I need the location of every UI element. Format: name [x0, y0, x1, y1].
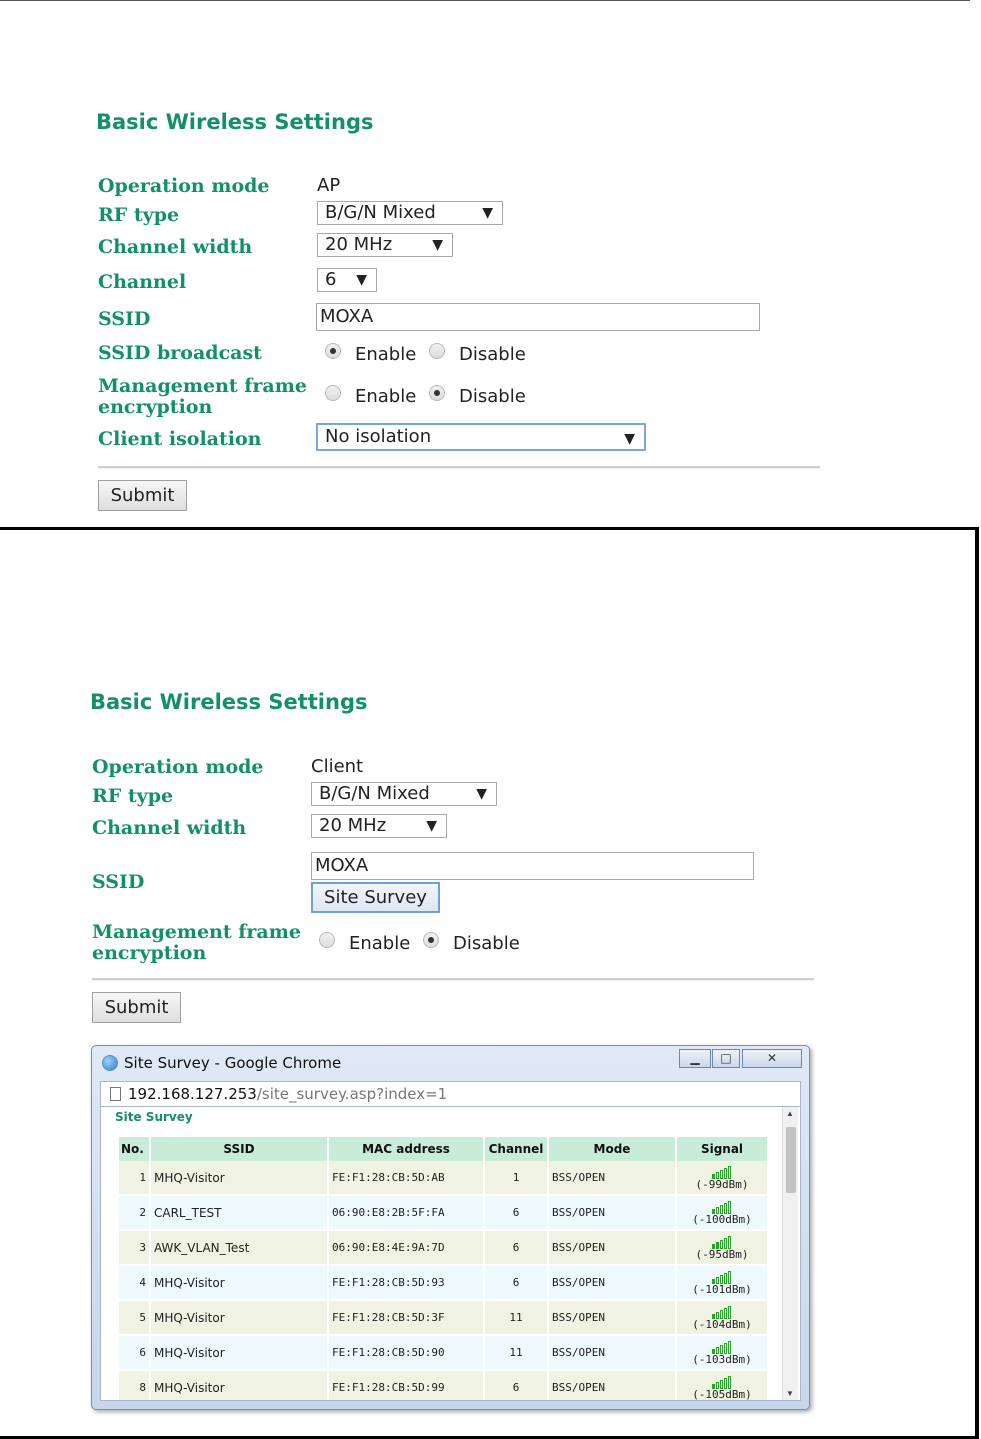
signal-value: (-104dBm) — [692, 1317, 752, 1331]
mgmt-frame-label-line1: Management frame — [98, 375, 307, 397]
row-mode: BSS/OPEN — [549, 1371, 675, 1401]
table-row — [119, 1161, 767, 1196]
channel-width-select[interactable] — [311, 814, 447, 838]
row-signal — [677, 1336, 767, 1371]
rf-type-value: B/G/N Mixed — [319, 783, 430, 804]
signal-value: (-99dBm) — [695, 1177, 749, 1191]
ap-mode-panel — [0, 0, 981, 527]
table-row — [119, 1196, 767, 1231]
ssid-broadcast-enable-label: Enable — [355, 344, 417, 365]
row-signal — [677, 1371, 767, 1401]
signal-bars-icon — [712, 1201, 732, 1213]
ssid-label: SSID — [92, 871, 145, 893]
row-mac: 06:90:E8:4E:9A:7D — [329, 1231, 483, 1266]
row-ssid[interactable]: AWK_VLAN_Test — [151, 1231, 327, 1266]
col-no: No. — [119, 1137, 149, 1161]
channel-label: Channel — [98, 271, 187, 293]
table-row — [119, 1301, 767, 1336]
ssid-label: SSID — [98, 308, 151, 330]
address-bar[interactable] — [100, 1081, 801, 1107]
url-host: 192.168.127.253 — [128, 1085, 257, 1103]
ssid-broadcast-disable-label: Disable — [459, 344, 526, 365]
rf-type-select[interactable] — [311, 782, 497, 806]
signal-value: (-105dBm) — [692, 1387, 752, 1401]
divider — [98, 466, 820, 469]
mgmt-frame-enable-label: Enable — [355, 386, 417, 407]
ssid-broadcast-enable-radio[interactable] — [325, 343, 341, 359]
rf-type-select[interactable] — [317, 201, 503, 225]
channel-value: 6 — [325, 269, 337, 290]
mgmt-frame-disable-label: Disable — [459, 386, 526, 407]
row-channel: 6 — [485, 1231, 547, 1266]
col-signal: Signal — [677, 1137, 767, 1161]
row-mac: FE:F1:28:CB:5D:90 — [329, 1336, 483, 1371]
window-title: Site Survey - Google Chrome — [124, 1054, 342, 1072]
row-number: 8 — [119, 1371, 149, 1401]
table-row — [119, 1266, 767, 1301]
signal-bars-icon — [712, 1306, 732, 1318]
row-number: 6 — [119, 1336, 149, 1371]
dropdown-arrow-icon: ▼ — [624, 431, 635, 447]
table-row — [119, 1371, 767, 1401]
row-mode: BSS/OPEN — [549, 1336, 675, 1371]
channel-width-select[interactable] — [317, 233, 453, 257]
site-survey-table — [117, 1137, 769, 1401]
row-signal — [677, 1266, 767, 1301]
signal-bars-icon — [712, 1236, 732, 1248]
channel-width-label: Channel width — [98, 236, 253, 258]
row-ssid[interactable]: MHQ-Visitor — [151, 1336, 327, 1371]
channel-width-value: 20 MHz — [325, 234, 393, 255]
dropdown-arrow-icon: ▼ — [476, 786, 487, 802]
scroll-up-icon[interactable]: ▲ — [786, 1109, 794, 1118]
close-icon[interactable]: ✕ — [742, 1049, 802, 1068]
ssid-input[interactable]: MOXA — [316, 303, 760, 331]
row-signal — [677, 1301, 767, 1336]
scroll-down-icon[interactable]: ▼ — [786, 1389, 794, 1398]
row-ssid[interactable]: MHQ-Visitor — [151, 1301, 327, 1336]
row-number: 1 — [119, 1161, 149, 1196]
url-text — [128, 1082, 447, 1106]
row-mode: BSS/OPEN — [549, 1266, 675, 1301]
row-mode: BSS/OPEN — [549, 1301, 675, 1336]
row-number: 5 — [119, 1301, 149, 1336]
col-mode: Mode — [549, 1137, 675, 1161]
mgmt-frame-enable-label: Enable — [349, 933, 411, 954]
signal-bars-icon — [712, 1271, 732, 1283]
mgmt-frame-enable-radio[interactable] — [325, 385, 341, 401]
mgmt-frame-disable-radio[interactable] — [423, 932, 439, 948]
row-mac: FE:F1:28:CB:5D:99 — [329, 1371, 483, 1401]
dropdown-arrow-icon: ▼ — [356, 272, 367, 288]
row-channel: 11 — [485, 1301, 547, 1336]
chrome-app-icon — [102, 1055, 118, 1071]
channel-select[interactable] — [317, 268, 377, 292]
ssid-broadcast-disable-radio[interactable] — [429, 343, 445, 359]
row-ssid[interactable]: CARL_TEST — [151, 1196, 327, 1231]
col-mac: MAC address — [329, 1137, 483, 1161]
client-isolation-select[interactable] — [316, 423, 646, 451]
site-survey-content — [100, 1107, 801, 1401]
signal-bars-icon — [712, 1341, 732, 1353]
dropdown-arrow-icon: ▼ — [432, 237, 443, 253]
row-channel: 6 — [485, 1196, 547, 1231]
row-mode: BSS/OPEN — [549, 1196, 675, 1231]
rf-type-value: B/G/N Mixed — [325, 202, 436, 223]
signal-value: (-101dBm) — [692, 1282, 752, 1296]
row-channel: 11 — [485, 1336, 547, 1371]
channel-width-value: 20 MHz — [319, 815, 387, 836]
operation-mode-label: Operation mode — [92, 756, 264, 778]
signal-value: (-100dBm) — [692, 1212, 752, 1226]
signal-bars-icon — [712, 1166, 732, 1178]
url-path: /site_survey.asp?index=1 — [256, 1085, 448, 1103]
row-ssid[interactable]: MHQ-Visitor — [151, 1371, 327, 1401]
signal-value: (-103dBm) — [692, 1352, 752, 1366]
mgmt-frame-disable-radio[interactable] — [429, 385, 445, 401]
site-survey-rows — [119, 1161, 767, 1401]
row-mac: FE:F1:28:CB:5D:3F — [329, 1301, 483, 1336]
page-title: Basic Wireless Settings — [96, 110, 374, 134]
ssid-broadcast-label: SSID broadcast — [98, 342, 262, 364]
mgmt-frame-label-line1: Management frame — [92, 921, 301, 943]
mgmt-frame-disable-label: Disable — [453, 933, 520, 954]
ssid-input[interactable]: MOXA — [311, 852, 754, 880]
site-survey-button[interactable]: Site Survey — [311, 882, 440, 913]
dropdown-arrow-icon: ▼ — [482, 205, 493, 221]
dropdown-arrow-icon: ▼ — [426, 818, 437, 834]
row-mode: BSS/OPEN — [549, 1161, 675, 1196]
rf-type-label: RF type — [92, 785, 174, 807]
row-channel: 1 — [485, 1161, 547, 1196]
channel-width-label: Channel width — [92, 817, 247, 839]
row-number: 2 — [119, 1196, 149, 1231]
client-isolation-label: Client isolation — [98, 428, 262, 450]
mgmt-frame-enable-radio[interactable] — [319, 932, 335, 948]
table-row — [119, 1231, 767, 1266]
row-signal — [677, 1196, 767, 1231]
table-header-row — [119, 1137, 767, 1161]
page-title: Basic Wireless Settings — [90, 690, 368, 714]
col-channel: Channel — [485, 1137, 547, 1161]
row-mac: FE:F1:28:CB:5D:AB — [329, 1161, 483, 1196]
row-signal — [677, 1231, 767, 1266]
signal-value: (-95dBm) — [695, 1247, 749, 1261]
site-survey-window — [91, 1045, 810, 1410]
scroll-thumb[interactable] — [786, 1127, 796, 1193]
submit-button[interactable]: Submit — [92, 992, 181, 1023]
operation-mode-value: AP — [317, 175, 341, 196]
signal-bars-icon — [712, 1376, 732, 1388]
divider — [92, 978, 814, 981]
operation-mode-value: Client — [311, 756, 364, 777]
row-mac: 06:90:E8:2B:5F:FA — [329, 1196, 483, 1231]
row-mac: FE:F1:28:CB:5D:93 — [329, 1266, 483, 1301]
submit-button[interactable]: Submit — [98, 480, 187, 511]
minimize-icon[interactable]: ▁ — [679, 1049, 711, 1068]
site-survey-heading: Site Survey — [115, 1110, 193, 1124]
rf-type-label: RF type — [98, 204, 180, 226]
row-number: 3 — [119, 1231, 149, 1266]
row-signal — [677, 1161, 767, 1196]
row-channel: 6 — [485, 1371, 547, 1401]
row-ssid[interactable]: MHQ-Visitor — [151, 1161, 327, 1196]
col-ssid: SSID — [151, 1137, 327, 1161]
row-number: 4 — [119, 1266, 149, 1301]
table-row — [119, 1336, 767, 1371]
row-mode: BSS/OPEN — [549, 1231, 675, 1266]
row-channel: 6 — [485, 1266, 547, 1301]
row-ssid[interactable]: MHQ-Visitor — [151, 1266, 327, 1301]
operation-mode-label: Operation mode — [98, 175, 270, 197]
scrollbar[interactable] — [782, 1107, 798, 1400]
maximize-icon[interactable]: □ — [712, 1049, 740, 1068]
mgmt-frame-label-line2: encryption — [98, 396, 213, 418]
client-isolation-value: No isolation — [325, 426, 432, 447]
mgmt-frame-label-line2: encryption — [92, 942, 207, 964]
page-icon — [110, 1087, 121, 1101]
